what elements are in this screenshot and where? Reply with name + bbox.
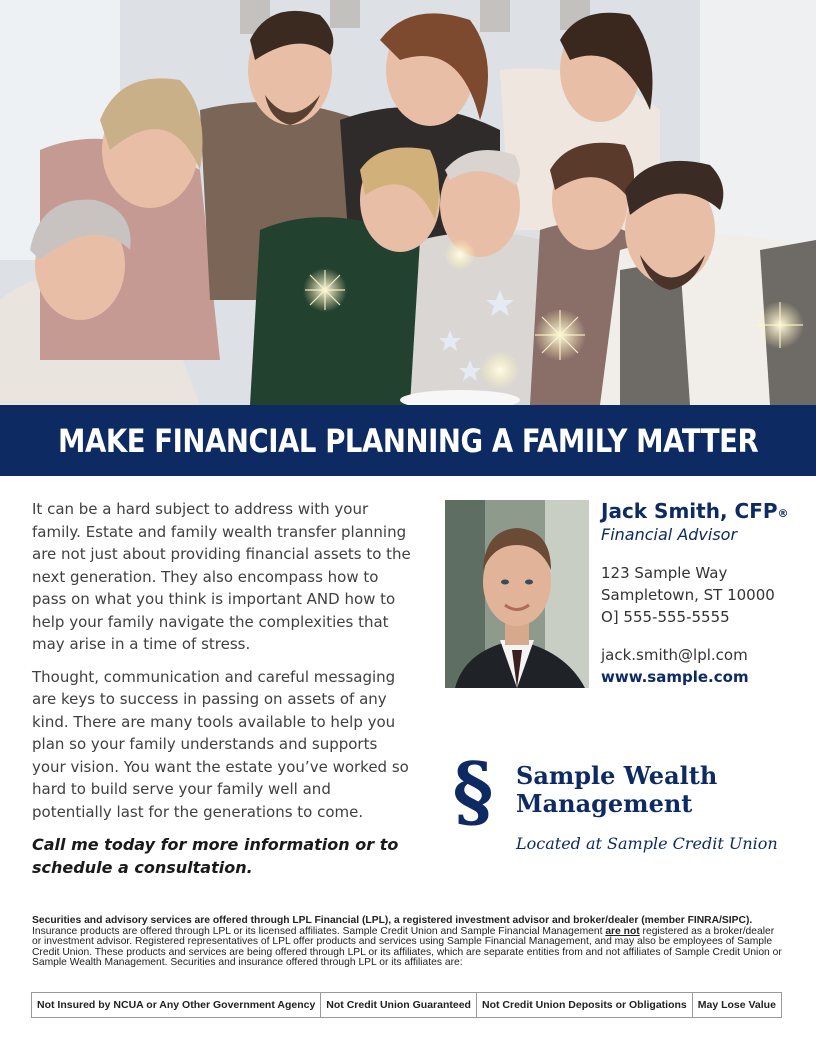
disclosure-cell: Not Credit Union Deposits or Obligations <box>477 993 693 1017</box>
hero-photo <box>0 0 816 405</box>
disclosure-part-2: registered as a broker/dealer or investment advisor. Registered representatives of LPL offer products and services using Sample Financial Management, and may also be employees of Sample Credit Union. These products and services are being offered through LPL or its affiliates, which are separate entities from and not affiliates of Sample Credit Union or Sample Wealth Management. Securities and insurance offered through LPL or its affiliates are: <box>32 925 782 969</box>
advisor-photo <box>445 500 589 688</box>
advisor-title: Financial Advisor <box>601 525 738 544</box>
phone: O] 555-555-5555 <box>601 608 730 626</box>
disclosure-lead: Securities and advisory services are offered through LPL Financial (LPL), a registered investment advisor and broker/dealer (member FINRA/SIPC). <box>32 915 753 926</box>
address-line-2: Sampletown, ST 10000 <box>601 586 775 604</box>
body-copy <box>32 498 414 879</box>
email-link[interactable]: jack.smith@lpl.com <box>601 646 748 664</box>
registered-mark: ® <box>777 507 789 520</box>
website-link[interactable]: www.sample.com <box>601 668 749 686</box>
address-line-1: 123 Sample Way <box>601 564 728 582</box>
disclosure-table <box>31 992 782 1018</box>
company-name-line-1: Sample Wealth <box>516 761 718 790</box>
company-tagline: Located at Sample Credit Union <box>516 834 778 853</box>
disclosure-emphasis: are not <box>605 925 640 937</box>
disclosure-text <box>32 916 784 969</box>
disclosure-cell: May Lose Value <box>697 999 776 1011</box>
section-sign-logo-icon <box>448 756 498 826</box>
disclosure-part-1: Insurance products are offered through LPL or its licensed affiliates. Sample Credit Union and Sample Financial Management <box>32 925 606 937</box>
advisor-name: Jack Smith, CFP <box>601 499 778 523</box>
body-paragraph-2: Thought, communication and careful messaging are keys to success in passing on assets of any kind. There are many tools available to help you plan so your family understands and supports your vision. You want the estate you’ve worked so hard to build serve your family well and potentially last for the generations to come. <box>32 667 409 821</box>
body-paragraph-1: It can be a hard subject to address with your family. Estate and family wealth transfer planning are not just about providing financial assets to the next generation. They also encompass how to pass on what you think is important AND how to help your family navigate the complexities that may arise in a time of stress. <box>32 500 411 653</box>
call-to-action: Call me today for more information or to schedule a consultation. <box>32 835 399 877</box>
advisor-contact <box>601 644 811 688</box>
advisor-info <box>601 498 811 688</box>
company-name <box>516 762 717 818</box>
family-celebration-image <box>0 0 816 405</box>
advisor-name-line <box>601 498 811 524</box>
headline: MAKE FINANCIAL PLANNING A FAMILY MATTER <box>57 421 759 460</box>
disclosure-cell: Not Credit Union Guaranteed <box>321 993 477 1017</box>
svg-text:§: § <box>452 756 494 826</box>
advisor-address <box>601 562 811 628</box>
headline-banner <box>0 405 816 476</box>
advisor-portrait <box>445 500 589 688</box>
disclosure-cell: Not Insured by NCUA or Any Other Government Agency <box>32 993 321 1017</box>
company-name-line-2: Management <box>516 789 693 818</box>
